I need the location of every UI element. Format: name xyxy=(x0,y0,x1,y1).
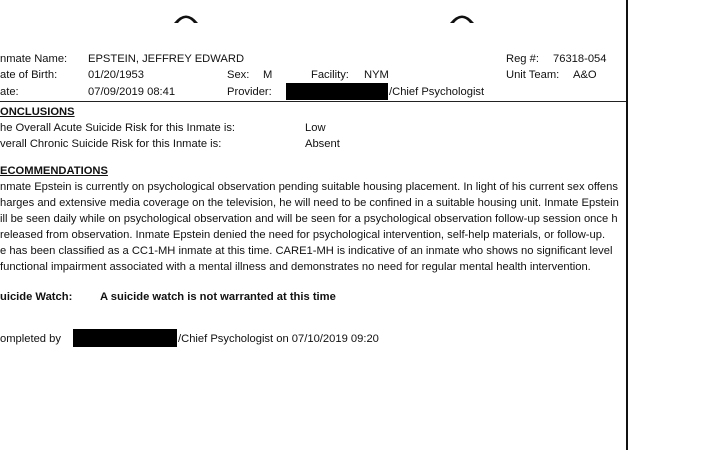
dob-label: ate of Birth: xyxy=(0,69,58,81)
facility-label: Facility: xyxy=(311,69,349,81)
punch-hole-left-icon xyxy=(172,10,200,24)
acute-risk-label: he Overall Acute Suicide Risk for this Inmate is: xyxy=(0,122,236,134)
suicide-watch-value: A suicide watch is not warranted at this time xyxy=(100,291,336,303)
chronic-risk-value: Absent xyxy=(305,138,340,150)
recommendations-line: nmate Epstein is currently on psychological observation pending suitable housing placement. In light of his current sex offens xyxy=(0,181,618,193)
conclusions-heading: ONCLUSIONS xyxy=(0,106,75,118)
name-label: nmate Name: xyxy=(0,53,68,65)
sex-value: M xyxy=(263,69,273,81)
completed-by-label: ompleted by xyxy=(0,333,61,345)
recommendations-line: functional impairment associated with a mental illness and demonstrates no need for regular mental health intervention. xyxy=(0,261,591,273)
recommendations-line: e has been classified as a CC1-MH inmate at this time. CARE1-MH is indicative of an inmate who shows no significant level xyxy=(0,245,613,257)
acute-risk-value: Low xyxy=(305,122,326,134)
provider-suffix: /Chief Psychologist xyxy=(389,86,485,98)
completed-by-suffix: /Chief Psychologist on 07/10/2019 09:20 xyxy=(178,333,379,345)
provider-redaction xyxy=(286,83,388,100)
date-value: 07/09/2019 08:41 xyxy=(88,86,176,98)
recommendations-line: harges and extensive media coverage on the television, he will need to be confined in a suitable housing unit. Inmate Epstein xyxy=(0,197,619,209)
date-label: ate: xyxy=(0,86,19,98)
suicide-watch-label: uicide Watch: xyxy=(0,291,73,303)
section-divider xyxy=(0,101,626,102)
facility-value: NYM xyxy=(364,69,389,81)
unit-label: Unit Team: xyxy=(506,69,560,81)
recommendations-line: ill be seen daily while on psychological observation and will be seen for a psychological observation follow-up session once h xyxy=(0,213,618,225)
page-edge-line xyxy=(626,0,628,450)
completed-by-redaction xyxy=(73,329,177,347)
reg-label: Reg #: xyxy=(506,53,539,65)
dob-value: 01/20/1953 xyxy=(88,69,144,81)
recommendations-heading: ECOMMENDATIONS xyxy=(0,165,108,177)
punch-hole-right-icon xyxy=(448,10,476,24)
provider-label: Provider: xyxy=(227,86,272,98)
sex-label: Sex: xyxy=(227,69,250,81)
reg-value: 76318-054 xyxy=(553,53,607,65)
chronic-risk-label: verall Chronic Suicide Risk for this Inmate is: xyxy=(0,138,222,150)
unit-value: A&O xyxy=(573,69,597,81)
name-value: EPSTEIN, JEFFREY EDWARD xyxy=(88,53,245,65)
recommendations-line: released from observation. Inmate Epstein denied the need for psychological intervention, self-help materials, or follow-up. xyxy=(0,229,606,241)
